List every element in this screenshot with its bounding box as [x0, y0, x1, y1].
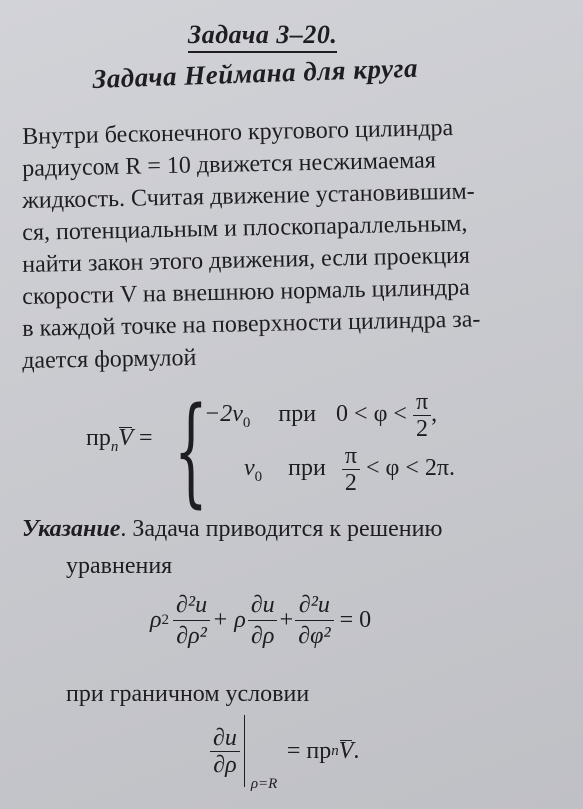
laplace-equation: ρ 2 $\frac{\text{∂²u}}{\text{∂ρ²}}$ + ρ $\frac{\partial u}{\partial\rho}$ + $\frac{\text{∂²u}}{\text{∂φ²}}$ = 0: [150, 592, 372, 649]
first-derivative-rho: $\frac{\partial u}{\partial\rho}$: [248, 590, 278, 651]
problem-subtitle: Задача Неймана для круга: [92, 52, 419, 94]
problem-title: Задача 3–20.: [188, 20, 337, 53]
boundary-condition: $\frac{\partial u}{\partial\rho}$ ρ=R = пр n V .: [210, 715, 359, 787]
second-derivative-phi: $\frac{\text{∂²u}}{\text{∂φ²}}$: [295, 590, 333, 651]
v-vector: V: [118, 425, 134, 451]
formula-case-2: $v_0$ при $\frac{\pi}{2}$ < φ < 2π.: [244, 443, 456, 496]
body-line-5: найти закон этого движения, если проекция: [22, 242, 471, 278]
curly-brace: {: [174, 381, 208, 519]
velocity-projection-formula: [86, 381, 516, 519]
formula-lhs: $пр_nV$ =: [86, 425, 153, 455]
hint-label: Указание: [22, 516, 121, 542]
v-vector: V: [338, 737, 354, 764]
hint-line-2: уравнения: [66, 553, 173, 579]
body-line-2: радиусом R = 10 движется несжимаемая: [22, 147, 437, 182]
second-derivative-rho: $\frac{\text{∂²u}}{\text{∂ρ²}}$: [173, 590, 210, 651]
body-line-8: дается формулой: [22, 344, 197, 374]
pi-over-2-fraction: $\frac{\pi}{2}$: [413, 389, 431, 442]
formula-case-1: $-2v_0$ при 0 < φ < $\frac{\pi}{2}$ ,: [204, 389, 438, 442]
body-line-7: в каждой точке на поверхности цилиндра за-: [22, 306, 481, 342]
evaluation-bar: [244, 715, 278, 792]
body-line-4: ся, потенциальным и плоскопараллельным,: [22, 210, 468, 246]
pi-over-2-fraction: $\frac{\pi}{2}$: [342, 443, 360, 496]
hint-line: Указание. Задача приводится к решению: [22, 516, 443, 542]
boundary-derivative: $\frac{\partial u}{\partial\rho}$: [210, 725, 240, 778]
boundary-intro: при граничном условии: [66, 681, 310, 707]
body-line-3: жидкость. Считая движение установившим-: [22, 178, 475, 214]
body-line-6: скорости V на внешнюю нормаль цилиндра: [22, 274, 471, 310]
body-line-1: Внутри бесконечного кругового цилиндра: [22, 114, 454, 150]
evaluation-subscript: ρ=R: [250, 776, 278, 792]
